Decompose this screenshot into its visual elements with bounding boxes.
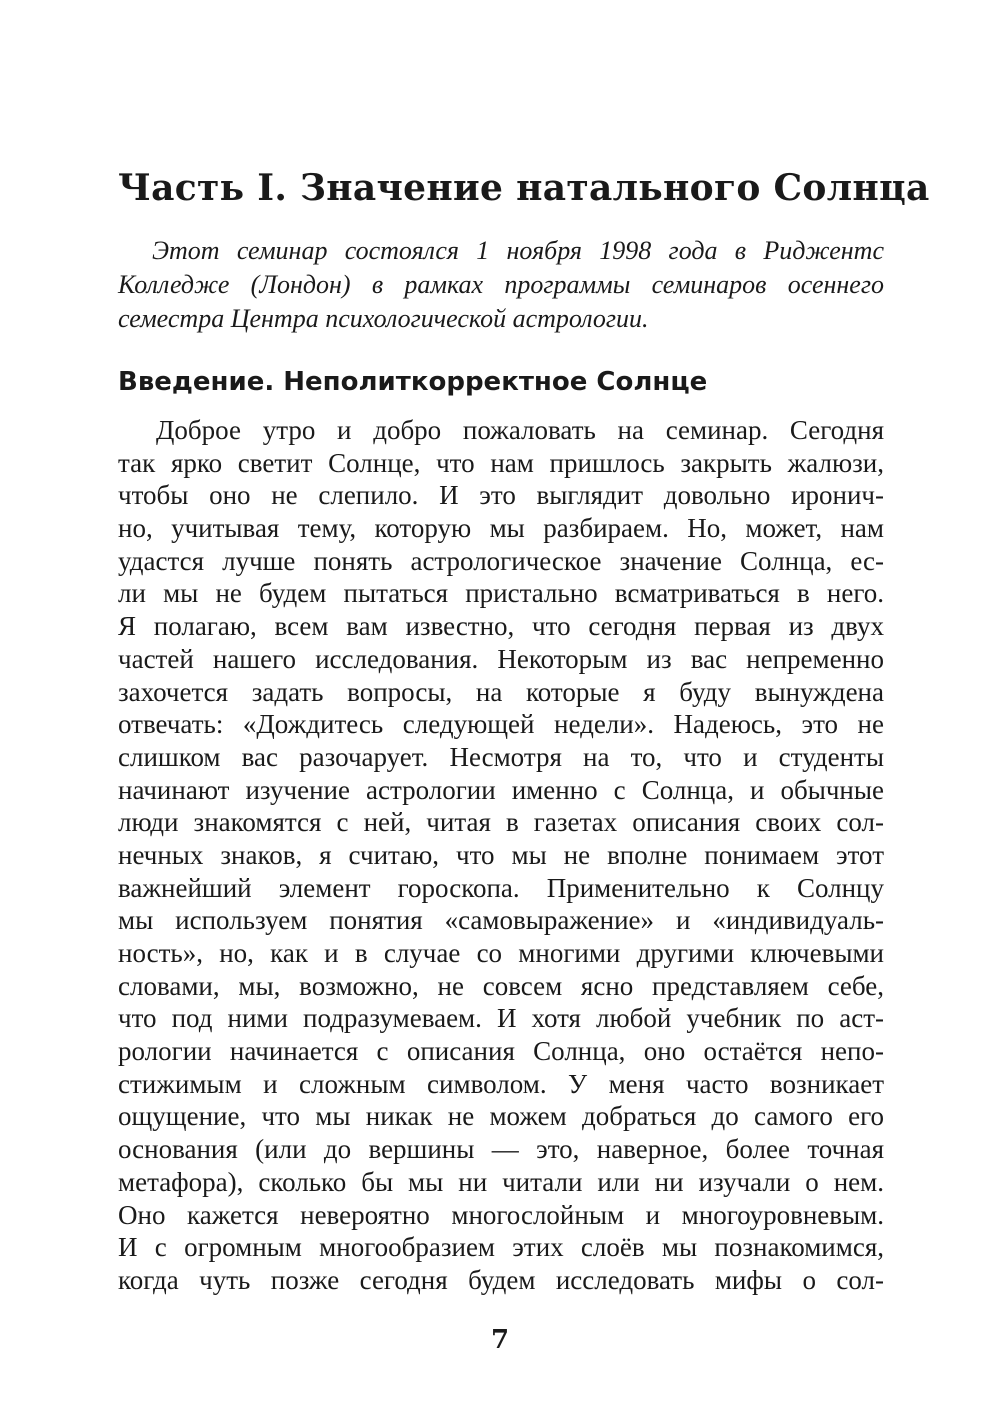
section-heading: Введение. Неполиткорректное Солнце (118, 367, 708, 397)
body-line: Доброе утро и добро пожаловать на семинар. Сегодня (156, 415, 884, 445)
body-line: Я полагаю, всем вам известно, что сегодня первая из двух (118, 611, 884, 642)
body-paragraph (118, 414, 884, 1297)
body-line: отвечать: «Дождитесь следующей недели». Надеюсь, это не (118, 709, 884, 740)
body-line: слишком вас разочарует. Несмотря на то, что и студенты (118, 741, 884, 772)
body-line: метафора), сколько бы мы ни читали или ни изучали о нем. (118, 1166, 884, 1197)
body-line: захочется задать вопросы, на которые я буду вынуждена (118, 676, 884, 707)
body-line: начинают изучение астрологии именно с Солнца, и обычные (118, 774, 884, 805)
body-line: мы используем понятия «самовыражение» и «индивидуаль- (118, 905, 884, 936)
body-line: рологии начинается с описания Солнца, оно остаётся непо- (118, 1036, 884, 1067)
body-line: ощущение, что мы никак не можем добраться до самого его (118, 1101, 884, 1132)
body-line: основания (или до вершины — это, наверное, более точная (118, 1134, 884, 1165)
body-line: нечных знаков, я считаю, что мы не вполне понимаем этот (118, 839, 884, 870)
body-line: так ярко светит Солнце, что нам пришлось закрыть жалюзи, (118, 447, 884, 478)
body-line: ли мы не будем пытаться пристально всматриваться в него. (118, 578, 884, 609)
body-line: люди знакомятся с ней, читая в газетах описания своих сол- (118, 807, 884, 838)
intro-line: Этот семинар состоялся 1 ноября 1998 года в Риджентс (152, 236, 884, 265)
body-line: что под ними подразумеваем. И хотя любой учебник по аст- (118, 1003, 884, 1034)
intro-line: Колледже (Лондон) в рамках программы семинаров осеннего (118, 270, 884, 299)
chapter-title: Часть I. Значение натального Солнца (118, 167, 930, 209)
body-line: словами, мы, возможно, не совсем ясно представляем себе, (118, 970, 884, 1001)
body-line: когда чуть позже сегодня будем исследовать мифы о сол- (118, 1264, 884, 1295)
chapter-intro (118, 234, 884, 336)
page-number: 7 (490, 1325, 510, 1355)
body-line: ность», но, как и в случае со многими другими ключевыми (118, 938, 884, 968)
body-line: удастся лучше понять астрологическое значение Солнца, ес- (118, 545, 884, 576)
body-line: Оно кажется невероятно многослойным и многоуровневым. (118, 1199, 884, 1230)
body-line: стижимым и сложным символом. У меня часто возникает (118, 1068, 884, 1099)
body-line: частей нашего исследования. Некоторым из вас непременно (118, 643, 884, 674)
intro-line: семестра Центра психологической астрологии. (118, 304, 649, 333)
body-line: важнейший элемент гороскопа. Применительно к Солнцу (118, 872, 884, 903)
body-line: но, учитывая тему, которую мы разбираем. Но, может, нам (118, 513, 884, 544)
body-line: чтобы оно не слепило. И это выглядит довольно иронич- (118, 480, 884, 511)
body-line: И с огромным многообразием этих слоёв мы познакомимся, (118, 1232, 884, 1263)
